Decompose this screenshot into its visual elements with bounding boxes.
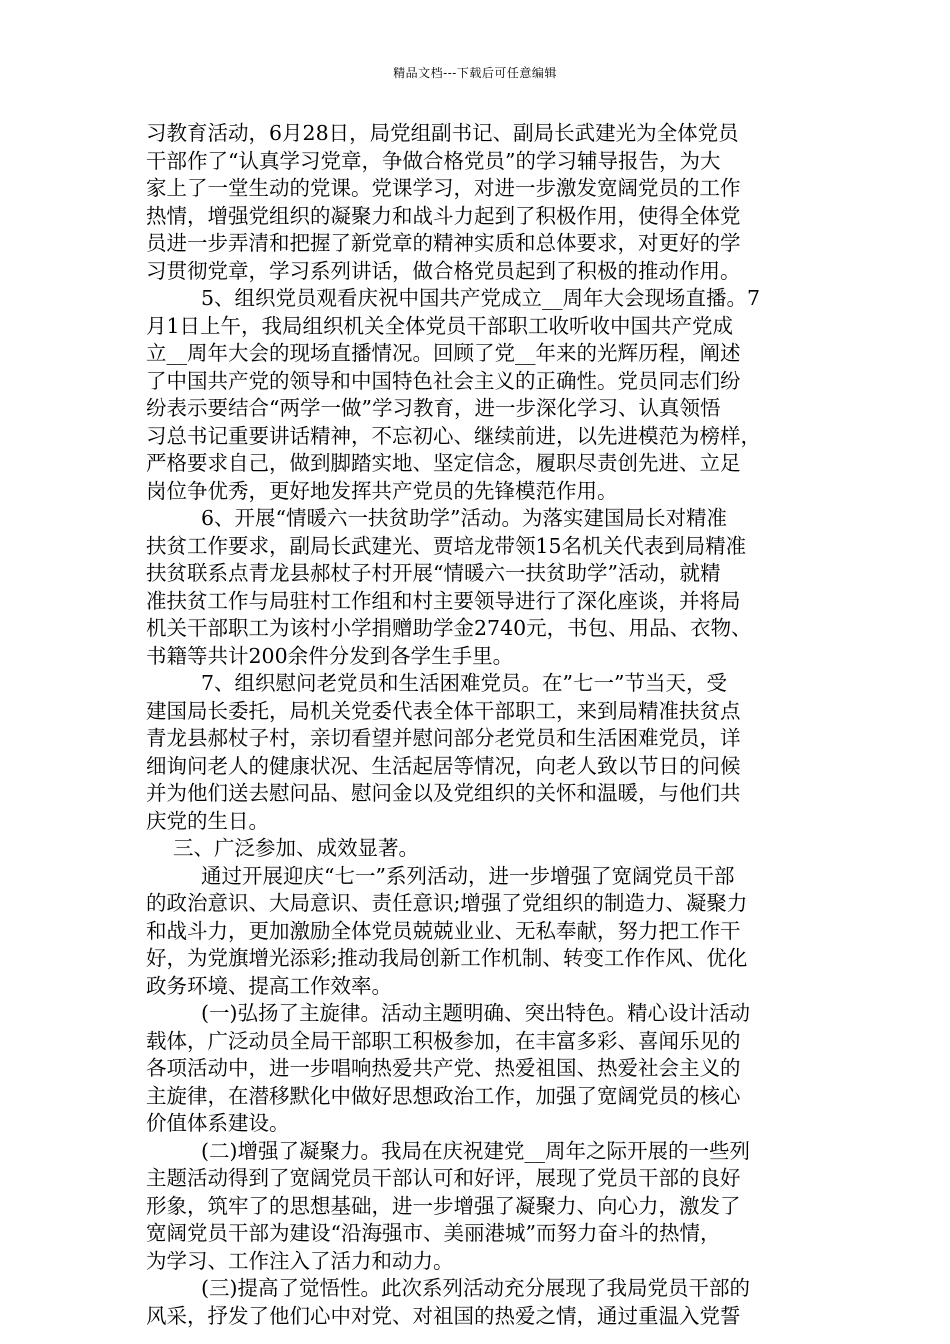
text-line: 立__周年大会的现场直播情况。回顾了党__年来的光辉历程，阐述 xyxy=(146,341,741,365)
text-line: 好，为党旗增光添彩;推动我局创新工作机制、转变工作作风、优化 xyxy=(146,946,748,970)
text-line: 习教育活动，6月28日，局党组副书记、副局长武建光为全体党员 xyxy=(146,121,739,145)
text-line: 细询问老人的健康状况、生活起居等情况，向老人致以节日的问候 xyxy=(146,753,741,778)
text-line: 各项活动中，进一步唱响热爱共产党、热爱祖国、热爱社会主义的 xyxy=(146,1056,741,1080)
text-line: 载体，广泛动员全局干部职工积极参加，在丰富多彩、喜闻乐见的 xyxy=(146,1028,741,1053)
text-line: 月1日上午，我局组织机关全体党员干部职工收听收中国共产党成 xyxy=(146,313,734,338)
text-line: 员进一步弄清和把握了新党章的精神实质和总体要求，对更好的学 xyxy=(146,231,741,255)
text-line: 为学习、工作注入了活力和动力。 xyxy=(146,1248,454,1273)
text-line: 价值体系建设。 xyxy=(146,1111,290,1135)
text-line: 习贯彻党章，学习系列讲话，做合格党员起到了积极的推动作用。 xyxy=(146,258,741,283)
text-line: 主题活动得到了宽阔党员干部认可和好评，展现了党员干部的良好 xyxy=(146,1166,741,1190)
text-line: 书籍等共计200余件分发到各学生手里。 xyxy=(146,643,514,668)
text-line: 扶贫工作要求，副局长武建光、贾培龙带领15名机关代表到局精准 xyxy=(146,533,747,558)
text-line: 并为他们送去慰问品、慰问金以及党组织的关怀和温暖，与他们共 xyxy=(146,781,741,805)
text-line: 主旋律，在潜移默化中做好思想政治工作，加强了宽阔党员的核心 xyxy=(146,1083,741,1108)
text-line: 5、组织党员观看庆祝中国共产党成立__周年大会现场直播。7 xyxy=(201,286,761,310)
text-line: 庆党的生日。 xyxy=(146,808,269,833)
text-line: 6、开展“情暖六一扶贫助学”活动。为落实建国局长对精准 xyxy=(201,506,728,530)
text-line: 准扶贫工作与局驻村工作组和村主要领导进行了深化座谈，并将局 xyxy=(146,588,741,613)
text-line: 了中国共产党的领导和中国特色社会主义的正确性。党员同志们纷 xyxy=(146,368,741,393)
document-body xyxy=(146,120,822,1330)
text-line: 政务环境、提高工作效率。 xyxy=(146,973,392,998)
text-line: 机关干部职工为该村小学捐赠助学金2740元，书包、用品、衣物、 xyxy=(146,616,752,640)
text-line: 建国局长委托，局机关党委代表全体干部职工，来到局精准扶贫点 xyxy=(146,698,741,723)
text-line: 家上了一堂生动的党课。党课学习，对进一步激发宽阔党员的工作 xyxy=(146,176,741,200)
text-line: 风采，抒发了他们心中对党、对祖国的热爱之情，通过重温入党誓 xyxy=(146,1303,741,1328)
text-line: 热情，增强党组织的凝聚力和战斗力起到了积极作用，使得全体党 xyxy=(146,203,741,228)
text-line: 严格要求自己，做到脚踏实地、坚定信念，履职尽责创先进、立足 xyxy=(146,451,741,475)
text-line: 通过开展迎庆“七一”系列活动，进一步增强了宽阔党员干部 xyxy=(201,863,735,888)
text-line: 和战斗力，更加激励全体党员兢兢业业、无私奉献，努力把工作干 xyxy=(146,918,741,943)
text-line: 7、组织慰问老党员和生活困难党员。在”七一”节当天，受 xyxy=(201,671,728,695)
text-line: 干部作了“认真学习党章，争做合格党员”的学习辅导报告，为大 xyxy=(146,148,721,173)
text-line: 三、广泛参加、成效显著。 xyxy=(173,836,419,860)
text-line: 扶贫联系点青龙县郝杖子村开展“情暖六一扶贫助学”活动，就精 xyxy=(146,561,721,585)
text-line: 青龙县郝杖子村，亲切看望并慰问部分老党员和生活困难党员，详 xyxy=(146,726,741,750)
text-line: 的政治意识、大局意识、责任意识;增强了党组织的制造力、凝聚力 xyxy=(146,891,748,915)
text-line: 岗位争优秀，更好地发挥共产党员的先锋模范作用。 xyxy=(146,478,618,503)
text-line: (二)增强了凝聚力。我局在庆祝建党__周年之际开展的一些列 xyxy=(201,1138,750,1163)
text-line: 宽阔党员干部为建设“沿海强市、美丽港城”而努力奋斗的热情， xyxy=(146,1221,721,1245)
text-line: (一)弘扬了主旋律。活动主题明确、突出特色。精心设计活动 xyxy=(201,1001,750,1025)
page-header: 精品文档---下载后可任意编辑 xyxy=(393,66,557,80)
text-line: 纷表示要结合“两学一做”学习教育，进一步深化学习、认真领悟 xyxy=(146,396,721,420)
text-line: (三)提高了觉悟性。此次系列活动充分展现了我局党员干部的 xyxy=(201,1276,750,1300)
text-line: 习总书记重要讲话精神，不忘初心、继续前进，以先进模范为榜样， xyxy=(146,423,761,448)
text-line: 形象，筑牢了的思想基础，进一步增强了凝聚力、向心力，激发了 xyxy=(146,1193,741,1218)
